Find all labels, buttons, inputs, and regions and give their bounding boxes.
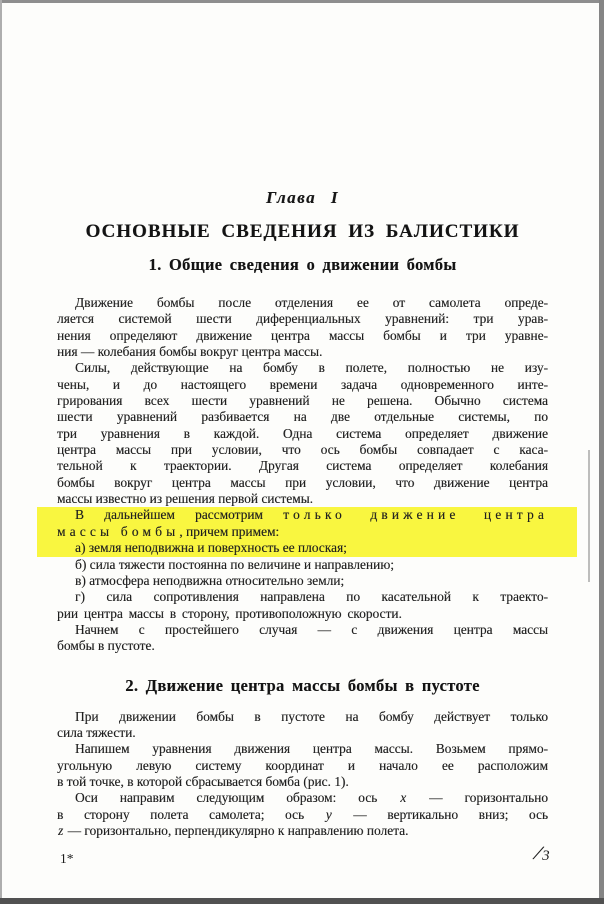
text-segment: массы известно из решения первой системы. — [57, 491, 313, 507]
emphasized-spaced-text: массы бомбы — [57, 523, 180, 539]
main-heading: ОСНОВНЫЕ СВЕДЕНИЯ ИЗ БАЛИСТИКИ — [85, 221, 520, 242]
text-segment: шести уравнений разбивается на две отдельные системы, по — [57, 409, 548, 425]
text-segment: При движении бомбы в пустоте на бомбу действует только — [75, 708, 548, 724]
text-segment: — вертикально вниз; ось — [332, 806, 548, 822]
text-line — [57, 360, 548, 376]
text-line — [57, 328, 548, 344]
text-line — [57, 475, 548, 491]
text-line — [57, 393, 548, 409]
scan-border-bottom — [0, 898, 604, 904]
text-segment: бомбы в пустоте. — [57, 638, 155, 654]
emphasized-spaced-text: только движение центра — [283, 507, 549, 523]
text-line — [57, 409, 548, 425]
paragraph — [57, 507, 548, 556]
page-number-value: 3 — [542, 848, 550, 864]
text-segment: чены, и до настоящего времени задача одновременного инте- — [57, 376, 548, 392]
text-line — [57, 573, 548, 589]
highlighted-text-line — [37, 540, 577, 556]
scan-border-left — [0, 0, 2, 904]
text-segment: угольную левую систему координат и начало ее расположим — [57, 757, 548, 773]
text-column — [57, 188, 548, 839]
text-segment: г) сила сопротивления направлена по касательной к траекто- — [75, 589, 548, 605]
text-segment: В дальнейшем рассмотрим — [75, 507, 284, 523]
text-line — [57, 491, 548, 507]
page-number — [532, 839, 550, 866]
scan-border-top — [0, 0, 604, 3]
paragraph — [57, 790, 548, 839]
text-line — [57, 426, 548, 442]
math-variable: x — [400, 790, 407, 806]
text-line — [57, 458, 548, 474]
signature-mark: 1* — [60, 851, 74, 866]
text-segment: б) сила тяжести постоянна по величине и направлению; — [75, 556, 394, 572]
text-segment: — горизонтально, перпендикулярно к направлению полета. — [64, 822, 409, 838]
text-segment: в сторону полета самолета; ось — [57, 806, 325, 822]
paragraph — [57, 557, 548, 622]
text-segment: Начнем с простейшего случая — с движения центра массы — [75, 621, 548, 637]
text-segment: бомбы вокруг центра массы при условии, что движение центра — [57, 474, 548, 490]
text-segment: Напишем уравнения движения центра массы. Возьмем прямо- — [75, 741, 548, 757]
text-line — [57, 295, 548, 311]
chapter-heading: Глава I — [266, 188, 339, 207]
text-line — [57, 709, 548, 725]
section-heading: 1. Общие сведения о движении бомбы — [148, 255, 457, 274]
text-line — [57, 790, 548, 806]
text-segment: тельной к траектории. Другая система определяет колебания — [57, 458, 548, 474]
text-segment: Движение бомбы после отделения ее от самолета опреде- — [75, 295, 548, 310]
text-segment: , причем примем: — [179, 523, 280, 539]
text-segment: грирования всех шести уравнений не решена. Обычно система — [57, 393, 548, 409]
paragraph — [57, 709, 548, 742]
page-fold-shadow — [588, 450, 590, 582]
math-variable: y — [325, 806, 332, 822]
scan-border-right — [599, 0, 604, 904]
text-line — [57, 823, 548, 839]
page-number-slash: / — [532, 839, 545, 866]
text-line — [57, 725, 548, 741]
paragraph — [57, 741, 548, 790]
text-line — [57, 377, 548, 393]
text-line — [57, 807, 548, 823]
text-segment: три уравнения в каждой. Одна система определяет движение — [57, 425, 548, 441]
text-segment: Оси направим следующим образом: ось — [75, 790, 400, 806]
text-line — [57, 344, 548, 360]
highlighted-text-line — [37, 524, 577, 540]
text-line — [57, 589, 548, 605]
text-line — [57, 758, 548, 774]
highlighted-text-line — [37, 507, 577, 523]
text-segment: в той точке, в которой сбрасывается бомба (рис. 1). — [57, 773, 349, 789]
text-line — [57, 442, 548, 458]
text-segment: ляется системой шести диференциальных уравнений: три урав- — [57, 311, 548, 327]
text-segment: нения определяют движение центра массы бомбы и три уравне- — [57, 327, 548, 343]
paragraph — [57, 295, 548, 360]
text-line — [57, 557, 548, 573]
text-line — [57, 311, 548, 327]
text-line — [57, 606, 548, 622]
math-variable: z — [58, 822, 64, 838]
text-segment: в) атмосфера неподвижна относительно земли; — [75, 572, 345, 588]
paragraph — [57, 360, 548, 507]
text-line — [57, 774, 548, 790]
text-segment: а) земля неподвижна и поверхность ее плоская; — [75, 540, 347, 556]
section-heading: 2. Движение центра массы бомбы в пустоте — [125, 675, 480, 695]
text-segment: центра массы при условии, что ось бомбы совпадает с каса- — [57, 442, 548, 458]
text-segment: Силы, действующие на бомбу в полете, полностью не изу- — [75, 360, 548, 376]
text-segment: — горизонтально — [407, 790, 548, 806]
text-segment: рии центра массы в сторону, противоположную скорости. — [57, 605, 402, 621]
text-line — [57, 622, 548, 638]
text-segment: сила тяжести. — [57, 724, 136, 740]
text-line — [57, 638, 548, 654]
paragraph — [57, 622, 548, 655]
text-segment: ния — колебания бомбы вокруг центра массы. — [57, 344, 323, 360]
text-line — [57, 741, 548, 757]
